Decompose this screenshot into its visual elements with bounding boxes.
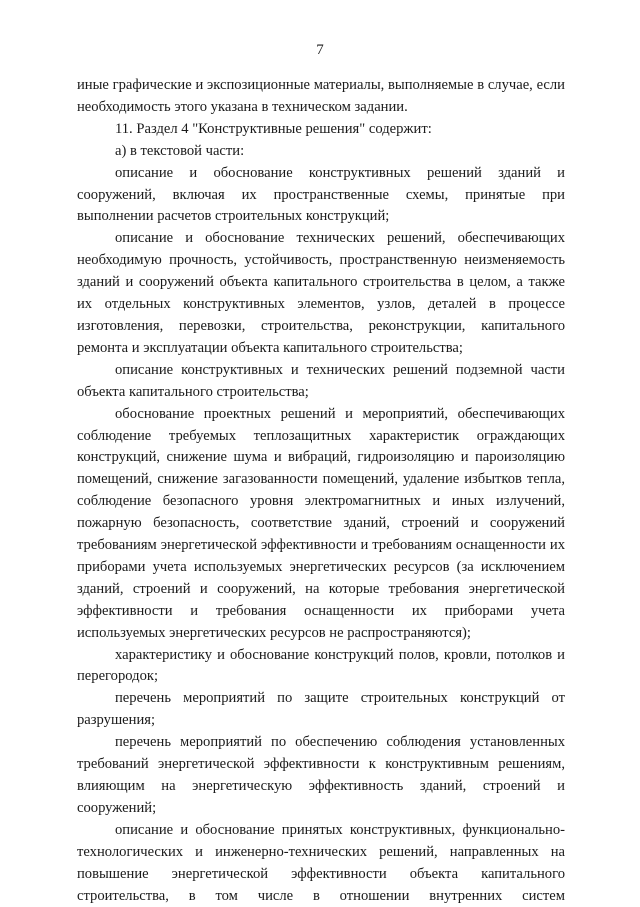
page-number: 7: [316, 42, 324, 58]
paragraph-text-part: а) в текстовой части:: [115, 142, 245, 159]
paragraph-graphic-materials: иные графические и экспозиционные материалы, выполняемые в случае, если необходимость этого указана в техническом задании.: [77, 77, 565, 115]
paragraph-technical-solutions: описание и обоснование технических решений, обеспечивающих необходимую прочность, устойчивость, пространственную неизменяемость зданий и сооружений объекта капитального строительства в целом, а также их отдельных конструктивных элементов, узлов, деталей в процессе изготовления, перевозки, строительства, реконструкции, капитального ремонта и эксплуатации объекта капитального строительства;: [77, 230, 565, 356]
document-body: [77, 75, 565, 907]
paragraph-structural-solutions: описание и обоснование конструктивных решений зданий и сооружений, включая их пространственные схемы, принятые при выполнении расчетов строительных конструкций;: [77, 164, 565, 225]
paragraph-section-4-heading: 11. Раздел 4 "Конструктивные решения" содержит:: [115, 120, 432, 137]
paragraph-design-measures: обоснование проектных решений и мероприятий, обеспечивающих соблюдение требуемых теплозащитных характеристик ограждающих конструкций, снижение шума и вибраций, гидроизоляцию и пароизоляцию помещений, снижение загазованности помещений, удаление избытков тепла, соблюдение безопасного уровня электромагнитных и иных излучений, пожарную безопасность, соответствие зданий, строений и сооружений требованиям энергетической эффективности и требованиям оснащенности их приборами учета используемых энергетических ресурсов (за исключением зданий, строений и сооружений, на которые требования энергетической эффективности и требования оснащенности их приборами учета используемых энергетических ресурсов не распространяются);: [77, 405, 565, 641]
paragraph-energy-efficiency-measures: перечень мероприятий по обеспечению соблюдения установленных требований энергетической эффективности к конструктивным решениям, влияющим на энергетическую эффективность зданий, строений и сооружений;: [77, 734, 565, 816]
paragraph-energy-efficiency-solutions: описание и обоснование принятых конструктивных, функционально-технологических и инженерно-технических решений, направленных на повышение энергетической эффективности объекта капитального строительства, в том числе в отношении внутренних систем: [77, 821, 565, 904]
paragraph-protection-measures: перечень мероприятий по защите строительных конструкций от разрушения;: [77, 690, 565, 729]
paragraph-floors-roof: характеристику и обоснование конструкций полов, кровли, потолков и перегородок;: [77, 646, 565, 685]
paragraph-underground-part: описание конструктивных и технических решений подземной части объекта капитального строительства;: [77, 361, 565, 400]
